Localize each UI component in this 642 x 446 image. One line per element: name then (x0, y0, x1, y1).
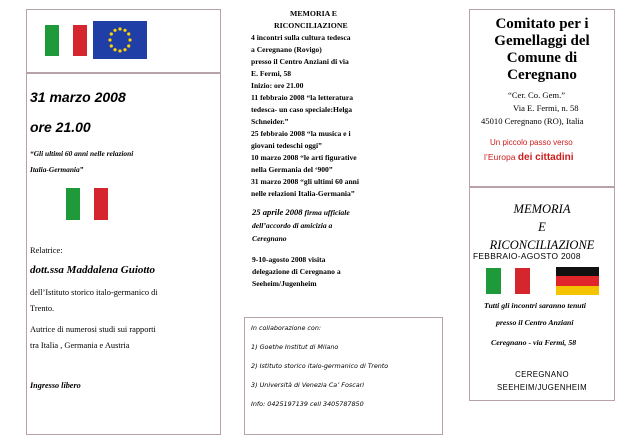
eu-flag (93, 21, 147, 59)
event-subtitle-line2: Italia-Germania” (30, 165, 84, 174)
slogan-line2 (484, 152, 573, 163)
program-line: tedesca- un caso speciale:Helga (251, 105, 353, 114)
collaborator-item: 3) Università di Venezia Ca’ Foscari (251, 381, 365, 389)
slogan-line1: Un piccolo passo verso (490, 138, 573, 147)
event-time: ore 21.00 (30, 119, 91, 135)
free-entry: Ingresso libero (30, 381, 81, 390)
signing-line2: dell’accordo di amicizia a (252, 221, 333, 230)
program-line: a Ceregnano (Rovigo) (251, 45, 322, 54)
visit-line2: delegazione di Ceregnano a (252, 267, 341, 276)
cover-title-line2: E (538, 220, 546, 234)
signing-date: 25 aprile 2008 (252, 207, 303, 217)
eu-stars-icon (93, 21, 147, 59)
program-line: Schneider.” (251, 117, 289, 126)
signing-line3: Ceregnano (252, 234, 287, 243)
cover-title-line1: MEMORIA (513, 202, 571, 216)
org-address-city: 45010 Ceregnano (RO), Italia (481, 116, 584, 126)
venue-note-line1: Tutti gli incontri saranno tenuti (484, 301, 586, 310)
collaboration-heading: In collaborazione con: (251, 324, 322, 332)
event-date: 31 marzo 2008 (30, 89, 126, 105)
italy-flag-cover (486, 268, 530, 294)
slogan-prefix: l’Europa (484, 152, 518, 162)
program-title-line1: MEMORIA E (290, 9, 337, 18)
program-line: 25 febbraio 2008 “la musica e i (251, 129, 351, 138)
venue-place: Ceregnano - via Fermi, 58 (491, 338, 577, 347)
org-name-line1: Comitato per i (495, 16, 589, 32)
signing-text: firma ufficiale (302, 208, 350, 217)
speaker-affiliation-line1: dell’Istituto storico italo-germanico di (30, 288, 158, 297)
slogan-emphasis: dei cittadini (517, 152, 574, 163)
event-subtitle-line1: “Gli ultimi 60 anni nelle relazioni (30, 149, 134, 158)
twin-town-2: SEEHEIM/JUGENHEIM (497, 383, 587, 392)
collaborator-item: 2) Istituto storico italo-germanico di Trento (251, 362, 389, 370)
program-line: giovani tedeschi oggi” (251, 141, 322, 150)
cover-title-line3: RICONCILIAZIONE (489, 238, 595, 252)
collaborator-item: 1) Goethe Institut di Milano (251, 343, 339, 351)
italy-flag-left (66, 188, 108, 220)
program-list (251, 32, 451, 200)
program-line: E. Fermi, 58 (251, 69, 292, 78)
org-abbreviation: “Cer. Co. Gem.” (508, 90, 566, 100)
cover-dates: FEBBRAIO-AGOSTO 2008 (473, 251, 581, 261)
org-name-line3: Comune di (506, 50, 578, 66)
program-line: nella Germania del ‘900” (251, 165, 333, 174)
program-title-line2: RICONCILIAZIONE (274, 21, 348, 30)
germany-flag-cover (556, 267, 599, 295)
program-line: 10 marzo 2008 “le arti figurative (251, 153, 357, 162)
org-name-line2: Gemellaggi del (494, 33, 590, 49)
speaker-bio-line1: Autrice di numerosi studi sui rapporti (30, 325, 156, 334)
org-name (469, 16, 615, 84)
venue-note-line2: presso il Centro Anziani (496, 318, 574, 327)
contact-info: Info: 0425197139 cell 3405787850 (251, 400, 364, 408)
cover-title (469, 200, 615, 254)
speaker-label: Relatrice: (30, 246, 63, 255)
program-line: presso il Centro Anziani di via (251, 57, 349, 66)
speaker-affiliation-line2: Trento. (30, 304, 55, 313)
collaboration-box (244, 317, 443, 435)
program-line: 11 febbraio 2008 “la letteratura (251, 93, 354, 102)
twin-town-1: CEREGNANO (515, 370, 569, 379)
visit-line1: 9-10-agosto 2008 visita (252, 255, 326, 264)
italy-flag-top (45, 25, 87, 56)
org-address-street: Via E. Fermi, n. 58 (513, 103, 579, 113)
org-name-line4: Ceregnano (507, 67, 577, 83)
program-line: 31 marzo 2008 “gli ultimi 60 anni (251, 177, 359, 186)
signing-line1 (252, 207, 350, 217)
visit-line3: Seeheim/Jugenheim (252, 279, 317, 288)
program-line: nelle relazioni Italia-Germania” (251, 189, 355, 198)
speaker-name: dott.ssa Maddalena Guiotto (30, 264, 155, 276)
program-line: Inizio: ore 21.00 (251, 81, 304, 90)
program-line: 4 incontri sulla cultura tedesca (251, 33, 351, 42)
speaker-bio-line2: tra Italia , Germania e Austria (30, 341, 130, 350)
